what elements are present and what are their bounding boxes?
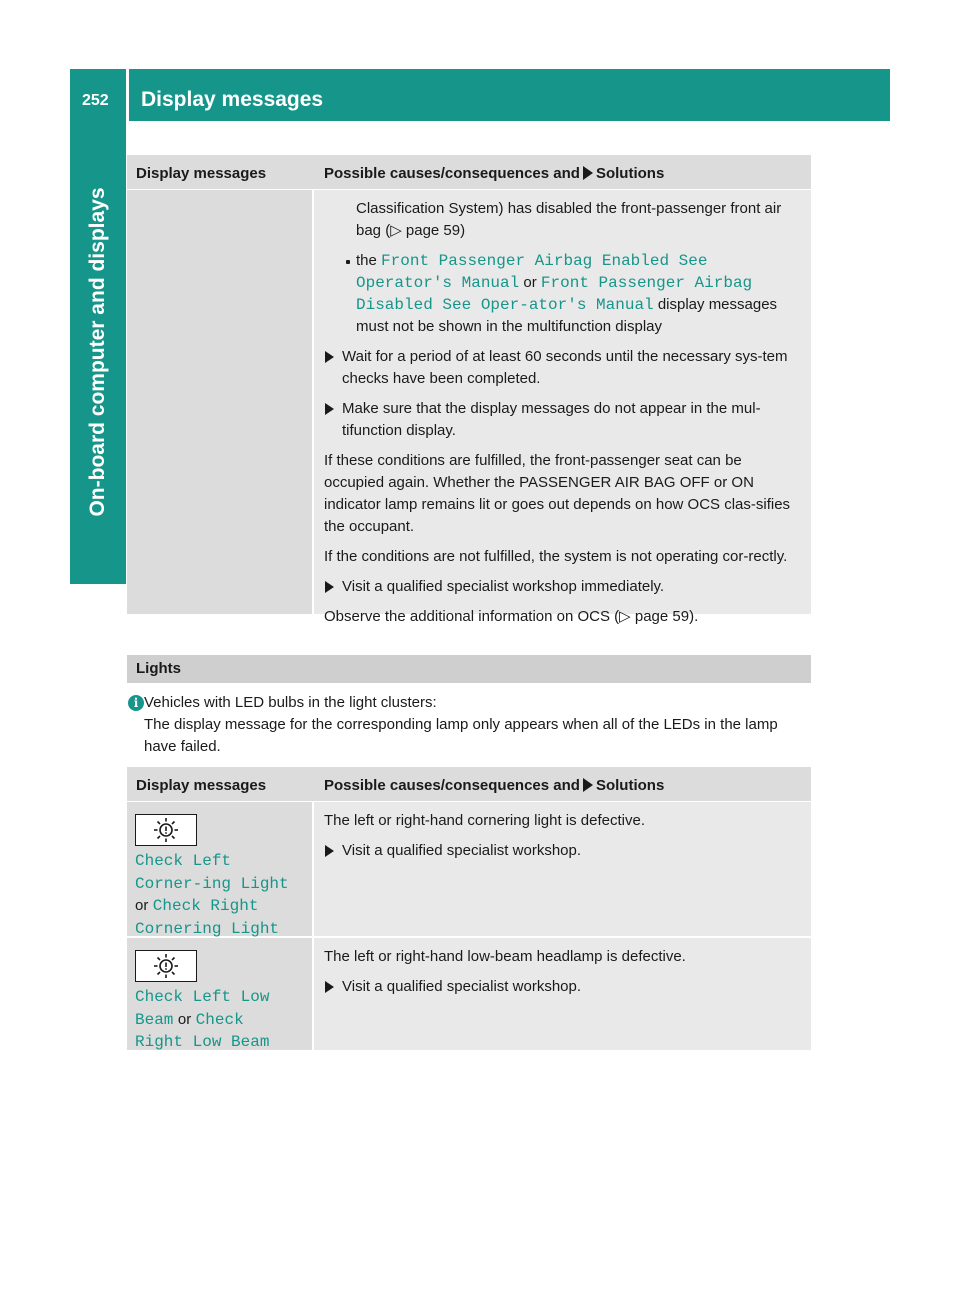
display-message-enabled: Front Passenger Airbag Enabled See Operator's Manual — [356, 252, 708, 292]
action-step — [324, 398, 803, 442]
section-title: Lights — [136, 660, 181, 677]
info-text: Vehicles with LED bulbs in the light clusters: — [144, 694, 437, 711]
cause-text: The left or right-hand cornering light is defective. — [324, 812, 645, 829]
causes-cell — [314, 190, 811, 625]
info-text: The display message for the corresponding lamp only appears when all of the LEDs in the lamp have failed. — [144, 716, 778, 755]
column-header-solutions-label: Solutions — [595, 777, 665, 794]
step-text: Visit a qualified specialist workshop. — [342, 978, 582, 995]
column-header-solutions-label: Solutions — [595, 165, 665, 182]
bullet-rest: display messages must not be shown in the multifunction display — [356, 296, 778, 335]
arrow-icon — [583, 166, 593, 180]
step-text: Visit a qualified specialist workshop immediately. — [342, 578, 665, 595]
step-arrow-icon — [325, 581, 334, 593]
message-cell — [127, 938, 314, 1050]
header-divider — [126, 69, 129, 121]
table-row — [127, 802, 811, 938]
step-text: Visit a qualified specialist workshop. — [342, 842, 582, 859]
table-header — [127, 767, 811, 802]
action-step — [324, 840, 803, 862]
step-text: Make sure that the display messages do not appear in the mul-tifunction display. — [342, 400, 761, 439]
display-message-text — [135, 986, 285, 1054]
paragraph: If these conditions are fulfilled, the front-passenger seat can be occupied again. Whether the PASSENGER AIR BAG OFF or ON indicator lamp remains lit or goes out depends on how OCS clas-sifies the occupant. — [324, 452, 791, 535]
display-message-text — [135, 850, 305, 940]
display-message-disabled: Front Passenger Airbag Disabled See Oper‐ator's Manual — [356, 274, 753, 314]
cause-text: The left or right-hand low-beam headlamp is defective. — [324, 948, 686, 965]
table-row — [127, 938, 811, 1052]
bullet-text: the — [356, 252, 377, 269]
paragraph: Observe the additional information on OCS (▷ page 59). — [324, 608, 699, 625]
column-header-causes-label: Possible causes/consequences and — [324, 165, 580, 182]
bullet-or: or — [523, 274, 537, 291]
column-header-causes — [314, 155, 664, 189]
info-icon: i — [128, 695, 144, 711]
step-arrow-icon — [325, 351, 334, 363]
bulb-fault-icon — [135, 950, 197, 982]
column-header-messages: Display messages — [136, 165, 267, 182]
message-cell — [127, 802, 314, 936]
bulb-fault-icon — [135, 814, 197, 846]
step-text: Wait for a period of at least 60 seconds until the necessary sys-tem checks have been completed. — [342, 348, 788, 387]
paragraph: Classification System) has disabled the front-passenger front air bag (▷ page 59) — [356, 200, 782, 239]
display-messages-table-top — [127, 155, 811, 625]
column-header-causes — [314, 767, 664, 801]
column-header-causes-label: Possible causes/consequences and — [324, 777, 580, 794]
message-right-cornering: Check Right Cornering Light — [135, 897, 280, 938]
step-arrow-icon — [325, 981, 334, 993]
action-step — [324, 976, 803, 998]
or-text: or — [135, 897, 149, 914]
chapter-title: On-board computer and displays — [86, 187, 109, 517]
display-messages-table-lights — [127, 767, 811, 1052]
table-row — [127, 190, 811, 625]
page-title: Display messages — [141, 88, 324, 111]
step-arrow-icon — [325, 845, 334, 857]
message-right-low-beam: Check Right Low Beam — [135, 1010, 270, 1051]
action-step — [324, 576, 803, 598]
bullet-item — [324, 250, 803, 338]
step-arrow-icon — [325, 403, 334, 415]
action-step — [324, 346, 803, 390]
causes-cell — [314, 938, 811, 1050]
page-number: 252 — [82, 92, 109, 109]
message-cell — [127, 190, 314, 614]
paragraph: If the conditions are not fulfilled, the system is not operating cor-rectly. — [324, 548, 788, 565]
info-note — [127, 692, 811, 758]
section-heading-bar — [127, 655, 811, 683]
or-text: or — [177, 1010, 192, 1028]
arrow-icon — [583, 778, 593, 792]
message-left-low-beam: Check Left Low Beam — [135, 988, 270, 1029]
causes-cell — [314, 802, 811, 936]
message-left-cornering: Check Left Corner‐ing Light — [135, 852, 289, 893]
column-header-messages: Display messages — [136, 777, 267, 794]
table-header — [127, 155, 811, 190]
